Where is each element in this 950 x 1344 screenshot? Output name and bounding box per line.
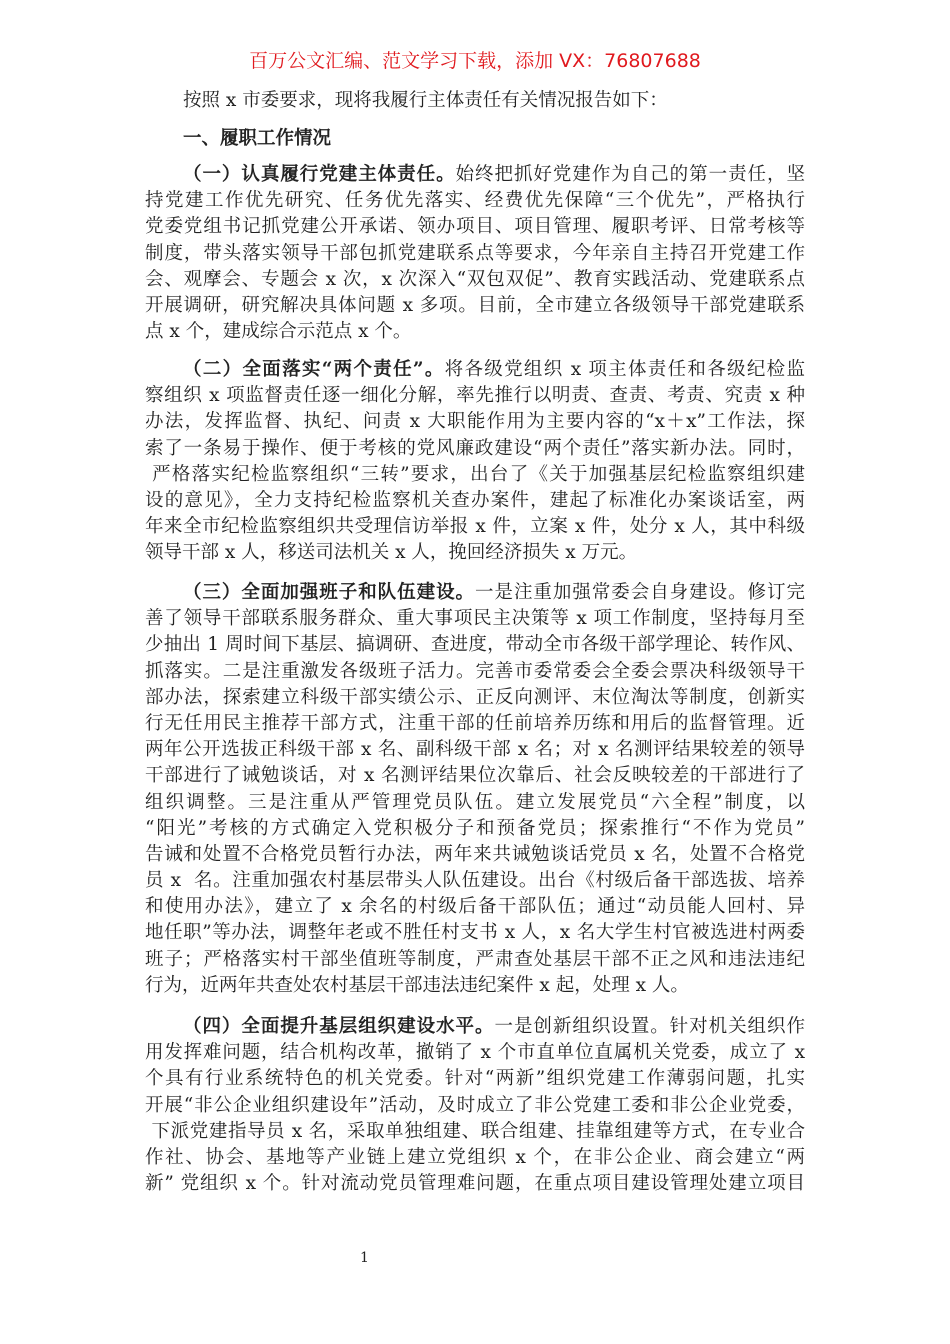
paragraph-line	[145, 580, 805, 606]
paragraph-1	[145, 162, 805, 345]
paragraph-line: 告诫和处置不合格党员暂行办法，两年来共诫勉谈话党员 x 名，处置不合格党	[145, 843, 805, 865]
watermark-banner: 百万公文汇编、范文学习下载，添加 VX：76807688	[249, 50, 701, 72]
paragraph-line	[145, 357, 805, 383]
paragraph-text: 一是注重加强常委会自身建设。修订完	[475, 582, 805, 603]
paragraph-line: 部办法，探索建立科级干部实绩公示、正反向测评、末位淘汰等制度，创新实	[145, 686, 805, 708]
paragraph-line: 行无任用民主推荐干部方式，注重干部的任前培养历练和用后的监督管理。近	[145, 712, 805, 734]
paragraph-line: 领导干部 x 人，移送司法机关 x 人，挽回经济损失 x 万元。	[145, 542, 638, 564]
paragraph-line: 下派党建指导员 x 名，采取单独组建、联合组建、挂靠组建等方式，在专业合	[145, 1120, 805, 1142]
paragraph-line: 开展“非公企业组织建设年”活动，及时成立了非公党建工委和非公企业党委，	[145, 1094, 805, 1116]
paragraph-line	[145, 162, 805, 188]
paragraph-line: 制度，带头落实领导干部包抓党建联系点等要求，今年亲自主持召开党建工作	[145, 242, 805, 264]
paragraph-line: 会、观摩会、专题会 x 次，x 次深入“双包双促”、教育实践活动、党建联系点	[145, 268, 805, 290]
paragraph-line: 察组织 x 项监督责任逐一细化分解，率先推行以明责、查责、考责、究责 x 种	[145, 385, 805, 407]
paragraph-line: 党委党组书记抓党建公开承诺、领办项目、项目管理、履职考评、日常考核等	[145, 216, 805, 238]
paragraph-line: 索了一条易于操作、便于考核的党风廉政建设“两个责任”落实新办法。同时，	[145, 437, 805, 459]
paragraph-line: 严格落实纪检监察组织“三转”要求，出台了《关于加强基层纪检监察组织建	[145, 463, 805, 485]
paragraph-line: 少抽出 1 周时间下基层、搞调研、查进度，带动全市各级干部学理论、转作风、	[145, 634, 805, 656]
paragraph-line: 新” 党组织 x 个。针对流动党员管理难问题，在重点项目建设管理处建立项目	[145, 1173, 805, 1195]
paragraph-line: 和使用办法》，建立了 x 余名的村级后备干部队伍；通过“动员能人回村、异	[145, 896, 805, 918]
paragraph-line: “阳光”考核的方式确定入党积极分子和预备党员；探索推行“不作为党员”	[145, 817, 805, 839]
paragraph-line: 抓落实。二是注重激发各级班子活力。完善市委常委会全委会票决科级领导干	[145, 660, 805, 682]
paragraph-text: 一是创新组织设置。针对机关组织作	[494, 1016, 805, 1037]
paragraph-line: 员 x 名。注重加强农村基层带头人队伍建设。出台《村级后备干部选拔、培养	[145, 870, 805, 892]
paragraph-line: 用发挥难问题，结合机构改革，撤销了 x 个市直单位直属机关党委，成立了 x	[145, 1042, 805, 1064]
paragraph-line: 作社、协会、基地等产业链上建立党组织 x 个，在非公企业、商会建立“两	[145, 1146, 805, 1168]
paragraph-line: 年来全市纪检监察组织共受理信访举报 x 件，立案 x 件，处分 x 人，其中科级	[145, 516, 805, 538]
paragraph-line: 设的意见》，全力支持纪检监察机关查办案件，建起了标准化办案谈话室，两	[145, 489, 805, 511]
paragraph-lead-title: （三）全面加强班子和队伍建设。	[183, 582, 476, 603]
paragraph-line: 开展调研，研究解决具体问题 x 多项。目前，全市建立各级领导干部党建联系	[145, 294, 805, 316]
paragraph-line: 善了领导干部联系服务群众、重大事项民主决策等 x 项工作制度，坚持每月至	[145, 608, 805, 630]
paragraph-line: 干部进行了诫勉谈话，对 x 名测评结果位次靠后、社会反映较差的干部进行了	[145, 765, 805, 787]
paragraph-3	[145, 580, 805, 999]
paragraph-lead-title: （四）全面提升基层组织建设水平。	[183, 1016, 495, 1037]
paragraph-line: 两年公开选拔正科级干部 x 名、副科级干部 x 名；对 x 名测评结果较差的领导	[145, 739, 805, 761]
paragraph-4	[145, 1014, 805, 1197]
section-heading: 一、履职工作情况	[183, 128, 332, 149]
paragraph-line: 班子；严格落实村干部坐值班等制度，严肃查处基层干部不正之风和违法违纪	[145, 948, 805, 970]
paragraph-line: 地任职”等办法，调整年老或不胜任村支书 x 人，x 名大学生村官被选进村两委	[145, 922, 805, 944]
paragraph-line: 个具有行业系统特色的机关党委。针对“两新”组织党建工作薄弱问题，扎实	[145, 1068, 805, 1090]
paragraph-2	[145, 357, 805, 567]
intro-paragraph: 按照 x 市委要求，现将我履行主体责任有关情况报告如下：	[183, 90, 668, 111]
page-number: 1	[360, 1250, 369, 1266]
paragraph-line: 办法，发挥监督、执纪、问责 x 大职能作用为主要内容的“x＋x”工作法，探	[145, 411, 805, 433]
paragraph-line: 组织调整。三是注重从严管理党员队伍。建立发展党员“六全程”制度，以	[145, 791, 805, 813]
paragraph-lead-title: （二）全面落实“两个责任”。	[183, 359, 445, 380]
paragraph-text: 始终把抓好党建作为自己的第一责任，坚	[455, 164, 805, 185]
paragraph-lead-title: （一）认真履行党建主体责任。	[183, 164, 456, 185]
paragraph-line: 持党建工作优先研究、任务优先落实、经费优先保障“三个优先”，严格执行	[145, 190, 805, 212]
paragraph-line: 行为，近两年共查处农村基层干部违法违纪案件 x 起，处理 x 人。	[145, 974, 689, 996]
paragraph-text: 将各级党组织 x 项主体责任和各级纪检监	[444, 359, 805, 380]
paragraph-line: 点 x 个，建成综合示范点 x 个。	[145, 321, 412, 343]
paragraph-line	[145, 1014, 805, 1040]
